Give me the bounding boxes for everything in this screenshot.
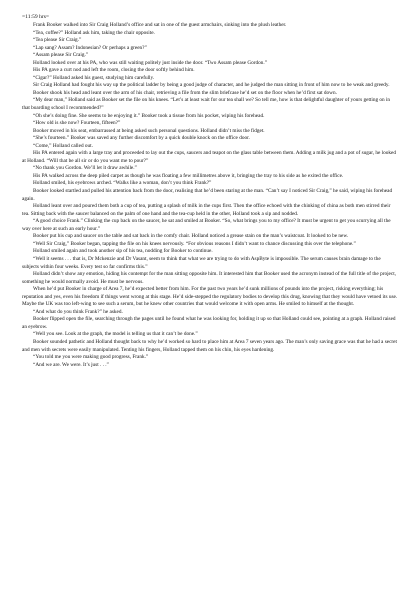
paragraph: Booker moved in his seat, embarrassed at being asked such personal questions. Holland didn’t miss the fidget. [33,127,265,134]
paragraph: Frank Booker walked into Sir Craig Holland’s office and sat in one of the guest armchairs, sinking into the plush leather. [33,22,287,28]
paragraph: Holland smiled again and took another sip of his tea, nodding for Booker to continue. [33,248,213,255]
paragraph: “Well you see. Look at the graph, the model is telling us that it can’t be done.” [33,331,198,338]
paragraph: Holland smiled, his eyebrows arched. “Walks like a woman, don’t you think Frank?” [33,180,212,187]
paragraph: “Well Sir Craig,” Booker began, tapping the file on his knees nervously. “For obvious reasons I didn’t want to chance discussing this over the telephone.” [33,240,356,247]
paragraph: “A good choice Frank.” Clinking the cup back on the saucer, he sat and smiled at Booker. “So, what brings you to my office? It must be urgent to get you scurrying all the way over here at such an early hour.” [22,218,391,232]
paragraph: Holland didn’t show any emotion, hiding his contempt for the man sitting opposite him. It interested him that Booker used the acronym instead of the full title of the project, something he would normally avoid. He must be nervous. [22,271,396,285]
paragraph: “And we are. We were. It’s just . . .” [33,361,109,368]
paragraph: “She’s fourteen.” Booker was saved any further discomfort by a quick double knock on the office door. [33,135,250,142]
paragraph: “How old is she now? Fourteen, fifteen?” [33,120,121,127]
paragraph: His PA entered again with a large tray and proceeded to lay out the cups, saucers and teapot on the glass table between them. Adding a milk jug and a pot of sugar, he looked at Holland. “Will that be all sir or do you want me to pour?” [22,150,396,164]
paragraph: “Come,” Holland called out. [33,142,93,149]
paragraph: “Tea please Sir Craig.” [33,37,82,44]
paragraph: “No thank you Gordon. We’ll let it draw awhile.” [33,165,137,172]
paragraph: Booker flipped open the file, searching through the pages until he found what he was looking for, holding it up so that Holland could see, pointing at a graph. Holland raised an eyebrow. [22,316,396,330]
paragraph: “You told me you were making good progress, Frank.” [33,354,149,361]
paragraph: His PA gave a curt nod and left the room, closing the door softly behind him. [33,67,195,74]
paragraph: Booker put his cup and saucer on the table and sat back in the comfy chair. Holland noticed a grease stain on the man’s waistcoat. It looked to be new. [33,233,349,240]
paragraph: “Well it seems . . . that is, Dr Mckenzie and Dr Vasant, seem to think that what we are trying to do with AspByte is impossible. The serum causes brain damage to the subjects within four weeks. Every test so far confirms this.” [22,255,381,270]
paragraph: Booker shook his head and leant over the arm of his chair, retrieving a file from the slim briefcase he’d set on the floor when he’d first sat down. [33,89,337,96]
paragraph: His PA walked across the deep piled carpet as though he was floating a few millimetres above it, bringing the tray to his side as he exited the office. [33,172,344,179]
paragraph: “Assam please Sir Craig.” [33,52,89,59]
document-body [22,22,398,369]
paragraph: “Lap sang? Assam? Indonesian? Or perhaps a green?” [33,44,147,51]
paragraph: When he’d put Booker in charge of Area 7, he’d expected better from him. For the past two years he’d sunk millions of pounds into the project, risking everything; his reputation and yes, even his freedom if things went wrong at this stage. He’d side-stepped the regulatory bodies to develop this drug, knowing that they would have vetoed its use. Maybe the UK was too left-wing to see such a serum, but he knew other countries that would welcome it with open arms. He smiled to himself at the thought. [22,286,398,308]
paragraph: “Oh she’s doing fine. She seems to be enjoying it.” Booker took a tissue from his pocket, wiping his forehead. [33,112,265,119]
paragraph: Sir Craig Holland had fought his way up the political ladder by being a good judge of character, and he judged the man sitting in front of him now to be weak and greedy. [33,82,390,89]
paragraph: Holland leant over and poured them both a cup of tea, putting a splash of milk in the cups first. Then the office echoed with the chinking of china as both men stirred their tea. Sitting back with the saucer balanced on the palm of one hand and the tea-cup held in the other, Holland took a sip and nodded. [22,203,391,217]
paragraph: “My dear man,” Holland said as Booker set the file on his knees. “Let’s at least wait for our tea shall we? So tell me, how is that delightful daughter of yours getting on in that boarding school I recommended?” [22,97,391,112]
paragraph: “Cigar?” Holland asked his guest, studying him carefully. [33,74,155,81]
paragraph: “And what do you think Frank?” he asked. [33,308,123,315]
paragraph: Booker sounded pathetic and Holland thought back to why he’d worked so hard to place him at Area 7 seven years ago. The man’s only saving grace was that he had a secret and men with secrets were easily manipulated. Tenting his fingers, Holland tapped them on his chin, his eyes hardening. [22,338,397,353]
paragraph: Booker looked startled and pulled his attention back from the door, realising that he’d been staring at the man. “Can’t say I noticed Sir Craig,” he said, wiping his forehead again. [22,188,393,202]
paragraph: “Tea, coffee?” Holland ask him, taking the chair opposite. [33,29,155,36]
paragraph: Holland looked over at his PA, who was still waiting politely just inside the door. “Two Assam please Gordon.” [33,59,268,66]
section-marker: =11:59 hrs= [22,14,50,20]
